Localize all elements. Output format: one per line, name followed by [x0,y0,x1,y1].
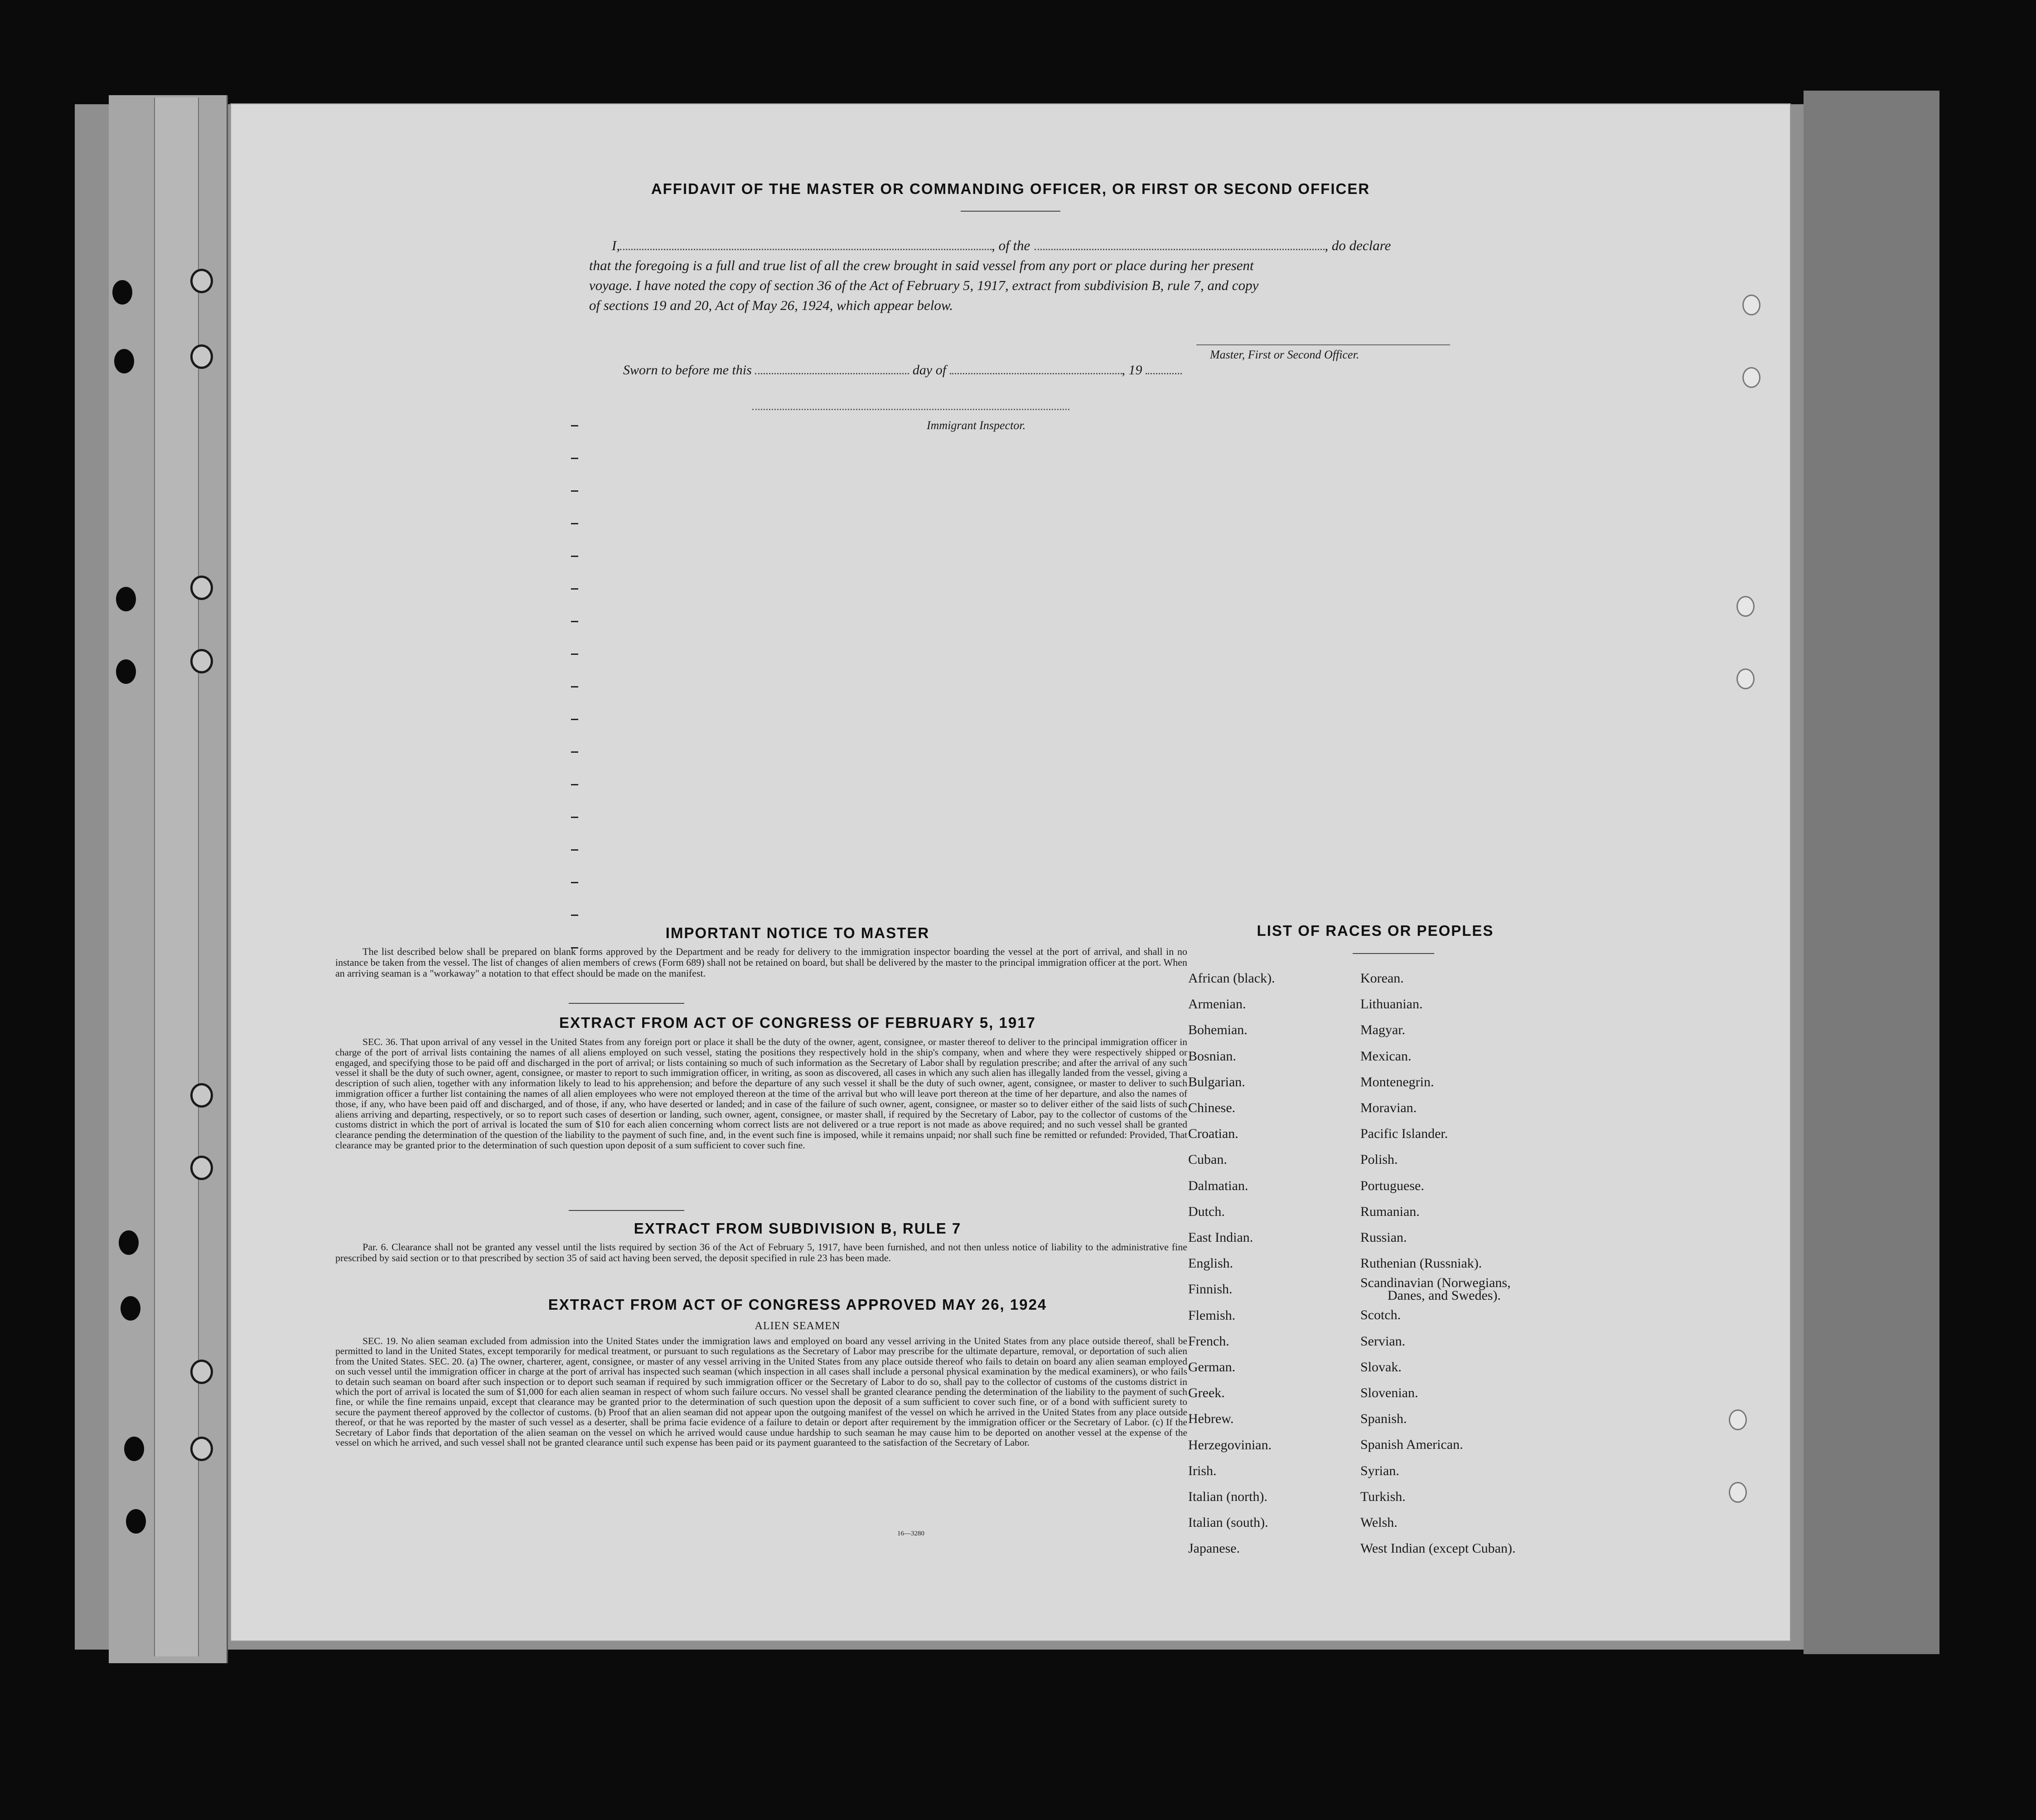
race-item: Portuguese. [1360,1178,1424,1193]
do-declare-label: , do declare [1325,237,1391,253]
race-item: Croatian. [1188,1126,1238,1142]
punch-hole [121,1296,140,1321]
rule7-title: EXTRACT FROM SUBDIVISION B, RULE 7 [634,1220,962,1237]
race-item: Ruthenian (Russniak). [1360,1256,1482,1271]
race-item: African (black). [1188,971,1275,986]
races-left-column [1188,965,1275,1562]
race-item: Irish. [1188,1463,1217,1478]
race-item: Italian (south). [1188,1515,1268,1530]
race-item: Bulgarian. [1188,1074,1245,1089]
notice-body: The list described below shall be prepared on blank forms approved by the Department and be ready for delivery to the immigration inspector boarding the vessel at the port of arrival, and shall in no instance be taken from the vessel. The list of changes of alien members of crews (Form 689) shall not be retained on board, but shall be delivered by the master to the principal immigration officer at the port. When an arriving seaman is a "workaway" a notation to that effect should be made on the manifest. [335,946,1187,979]
race-item: Italian (north). [1188,1489,1267,1505]
extract-1917-body: SEC. 36. That upon arrival of any vessel in the United States from any foreign port or place it shall be the duty of the owner, agent, consignee, or master thereof to deliver to the principal immigration officer in charge of the port of arrival lists containing the names of all aliens employed on such vessel, stating the positions they respectively hold in the ship's company, when and where they were respectively shipped or engaged, and specifying those to be paid off and discharged in the port of arrival; or lists containing so much of such information as the Secretary of Labor shall by regulation prescribe; and after the arrival of any such vessel it shall be the duty of such owner, agent, consignee, or master to report to such immigration officer, in writing, as soon as discovered, all cases in which any such alien has illegally landed from the vessel, giving a description of such alien, together with any information likely to lead to his apprehension; and before the departure of any such vessel it shall be the duty of such owner, agent, consignee, or master to deliver to such immigration officer a further list containing the names of all alien employees who were not employed thereon at the time of the arrival but who will leave port thereon at the time of her departure, and also the names of those, if any, who have been paid off and discharged, and of those, if any, who have deserted or landed; and in case of the failure of such owner, agent, consignee, or master so to deliver either of the said lists of such aliens arriving and departing, respectively, or so to report such cases of desertion or landing, such owner, agent, consignee, or master shall, if required by the Secretary of Labor, pay to the collector of customs of the customs district in which the port of arrival is located the sum of $10 for each alien concerning whom correct lists are not delivered or a true report is not made as above required; and no such vessel shall be granted clearance pending the determination of the question of the liability to the payment of such fine, and, in the event such fine is imposed, while it remains unpaid; nor shall such fine be remitted or refunded: Provided, That clearance may be granted prior to the determination of such question upon deposit of a sum sufficient to cover such fine. [335,1036,1187,1151]
race-item: Servian. [1360,1333,1406,1349]
races-right-column [1360,965,1515,1561]
binder-ring [190,269,213,293]
margin-tick [571,817,578,818]
race-item: Pacific Islander. [1360,1126,1448,1142]
margin-tick [571,523,578,524]
punch-hole [124,1437,144,1461]
title-rule [961,211,1060,212]
officer-name-blank[interactable] [620,249,991,250]
binder-ring-right [1742,295,1760,315]
race-item: German. [1188,1360,1236,1375]
sworn-label: Sworn to before me this [623,363,752,378]
affidavit-title: AFFIDAVIT OF THE MASTER OR COMMANDING OFFICER, OR FIRST OR SECOND OFFICER [651,180,1370,197]
inspector-caption: Immigrant Inspector. [927,419,1026,432]
form-number: 16—3280 [897,1530,924,1537]
binder-ring-right [1729,1482,1747,1503]
sworn-line [623,363,1182,378]
declaration-line-4: of sections 19 and 20, Act of May 26, 1924, which appear below. [589,297,953,313]
margin-tick [571,621,578,622]
affidavit-declaration [589,236,1677,315]
margin-tick [571,882,578,883]
binder-ring [190,649,213,673]
race-item: Montenegrin. [1360,1074,1434,1089]
margin-tick [571,751,578,753]
margin-tick [571,784,578,785]
race-item: Polish. [1360,1152,1398,1167]
pronoun-i: I, [612,237,620,253]
form-page [231,104,1790,1641]
master-signature-caption: Master, First or Second Officer. [1210,348,1359,361]
race-item: Hebrew. [1188,1411,1234,1427]
race-item: Spanish American. [1360,1437,1463,1452]
binder-ring [190,576,213,600]
binder-right-edge [1804,91,1939,1654]
binder-ring [190,1156,213,1180]
race-item: Slovak. [1360,1359,1402,1375]
race-item: Syrian. [1360,1463,1399,1478]
race-item: English. [1188,1256,1233,1271]
punch-hole [112,280,132,305]
race-item: Turkish. [1360,1489,1406,1504]
race-item: French. [1188,1333,1229,1349]
punch-hole [119,1230,139,1255]
race-item: Dutch. [1188,1204,1225,1219]
race-item: Rumanian. [1360,1204,1420,1219]
margin-tick [571,686,578,687]
master-signature-line[interactable] [1196,344,1450,345]
declaration-first-line [589,236,1677,256]
race-item: Scotch. [1360,1307,1401,1323]
declaration-line-2: that the foregoing is a full and true list of all the crew brought in said vessel from any port or place during her present [589,257,1254,273]
punch-hole [126,1509,146,1534]
race-item: Chinese. [1188,1100,1236,1116]
binder-ring [190,1437,213,1461]
race-item: Greek. [1188,1385,1225,1401]
binder-ring [190,344,213,369]
binder-ring-right [1729,1409,1747,1430]
binder-ring-right [1736,596,1755,617]
extract-1924-title: EXTRACT FROM ACT OF CONGRESS APPROVED MAY 26, 1924 [548,1296,1047,1313]
race-item: Magyar. [1360,1022,1406,1038]
extract-1924-body: SEC. 19. No alien seaman excluded from admission into the United States under the immigration laws and employed on board any vessel arriving in the United States from any place outside thereof, shall be permitted to land in the United States, except temporarily for medical treatment, or pursuant to such regulations as the Secretary of Labor may prescribe for the ultimate departure, removal, or deportation of such alien from the United States. SEC. 20. (a) The owner, charterer, agent, consignee, or master of any vessel arriving in the United States from any place outside thereof who fails to detain on board any alien seaman employed on such vessel until the immigration officer in charge at the port of arrival has inspected such seaman (which inspection in all cases shall include a personal physical examination by the medical examiners), or who fails to detain such seaman on board after such inspection or to deport such seaman if required by such immigration officer or the Secretary of Labor to do so, shall pay to the collector of customs of the customs district in which the port of arrival is located the sum of $1,000 for each alien seaman in respect of whom such failure occurs. No vessel shall be granted clearance pending the determination of the liability to the payment of such fine, or while the fine remains unpaid, except that clearance may be granted prior to the determination of such question upon the deposit of a sum sufficient to cover such fine, or of a bond with sufficient surety to secure the payment thereof approved by the collector of customs. (b) Proof that an alien seaman did not appear upon the outgoing manifest of the vessel on which he arrived in the United States from any place outside thereof, or that he was reported by the master of such vessel as a deserter, shall be prima facie evidence of a failure to detain or deport after requirement by the immigration officer or the Secretary of Labor. (c) If the Secretary of Labor finds that deportation of the alien seaman on the vessel on which he arrived would cause undue hardship to such seaman he may cause him to be deported on another vessel at the expense of the vessel on which he arrived, and such vessel shall not be granted clearance until such expense has been paid or its payment guaranteed to the satisfaction of the Secretary of Labor. [335,1336,1187,1448]
section-rule [569,1003,684,1004]
race-item: Bohemian. [1188,1022,1248,1038]
race-item: Spanish. [1360,1411,1407,1427]
margin-tick [571,849,578,851]
punch-hole [114,349,134,373]
binder-ring [190,1360,213,1384]
alien-seamen-subtitle: ALIEN SEAMEN [754,1320,841,1332]
margin-tick [571,653,578,655]
extract-1917-title: EXTRACT FROM ACT OF CONGRESS OF FEBRUARY 5, 1917 [559,1014,1036,1031]
day-of-label: day of [912,363,947,378]
margin-tick [571,915,578,916]
race-item: Russian. [1360,1230,1407,1245]
sworn-year-blank[interactable] [1146,373,1182,374]
race-item: Herzegovinian. [1188,1437,1272,1452]
of-the-label: , of the [991,237,1030,253]
race-item: Finnish. [1188,1282,1233,1297]
race-item: Lithuanian. [1360,997,1423,1012]
margin-tick [571,719,578,720]
races-title: LIST OF RACES OR PEOPLES [1257,922,1494,939]
race-item: Korean. [1360,971,1404,986]
margin-tick [571,490,578,492]
races-rule [1353,953,1434,954]
race-item: Moravian. [1360,1100,1417,1116]
rule7-body: Par. 6. Clearance shall not be granted any vessel until the lists required by section 36 of the Act of February 5, 1917, have been furnished, and not then unless notice of liability to the administrative fine prescribed by said section or to that prescribed by section 35 of said act having been served, the deposit specified in rule 23 has been made. [335,1241,1187,1263]
race-item: East Indian. [1188,1230,1253,1245]
margin-tick [571,588,578,590]
vessel-name-blank[interactable] [1035,249,1325,250]
binder-ring-right [1742,367,1760,388]
race-item: Armenian. [1188,997,1246,1012]
binder-spine [154,97,199,1656]
race-item: Mexican. [1360,1048,1412,1064]
race-item: Japanese. [1188,1541,1240,1556]
race-item: Scandinavian (Norwegians, [1360,1275,1511,1291]
race-item: West Indian (except Cuban). [1360,1541,1516,1556]
sworn-day-blank[interactable] [755,373,909,374]
declaration-line-3: voyage. I have noted the copy of section 36 of the Act of February 5, 1917, extract from subdivision B, rule 7, and copy [589,277,1259,293]
punch-hole [116,659,136,684]
binder-ring-right [1736,668,1755,689]
punch-hole [116,587,136,611]
race-item: Danes, and Swedes). [1388,1288,1501,1303]
binder-ring [190,1083,213,1108]
race-item: Bosnian. [1188,1048,1236,1064]
inspector-signature-line[interactable] [752,409,1069,410]
race-item: Flemish. [1188,1307,1236,1323]
race-item: Welsh. [1360,1515,1398,1530]
margin-tick [571,556,578,557]
race-item: Dalmatian. [1188,1178,1248,1193]
year-label: , 19 [1122,363,1142,378]
margin-tick [571,458,578,459]
margin-tick [571,425,578,426]
sworn-month-blank[interactable] [950,373,1122,374]
section-rule [569,1210,684,1211]
notice-title: IMPORTANT NOTICE TO MASTER [665,925,930,941]
race-item: Slovenian. [1360,1385,1418,1401]
race-item: Cuban. [1188,1152,1227,1167]
